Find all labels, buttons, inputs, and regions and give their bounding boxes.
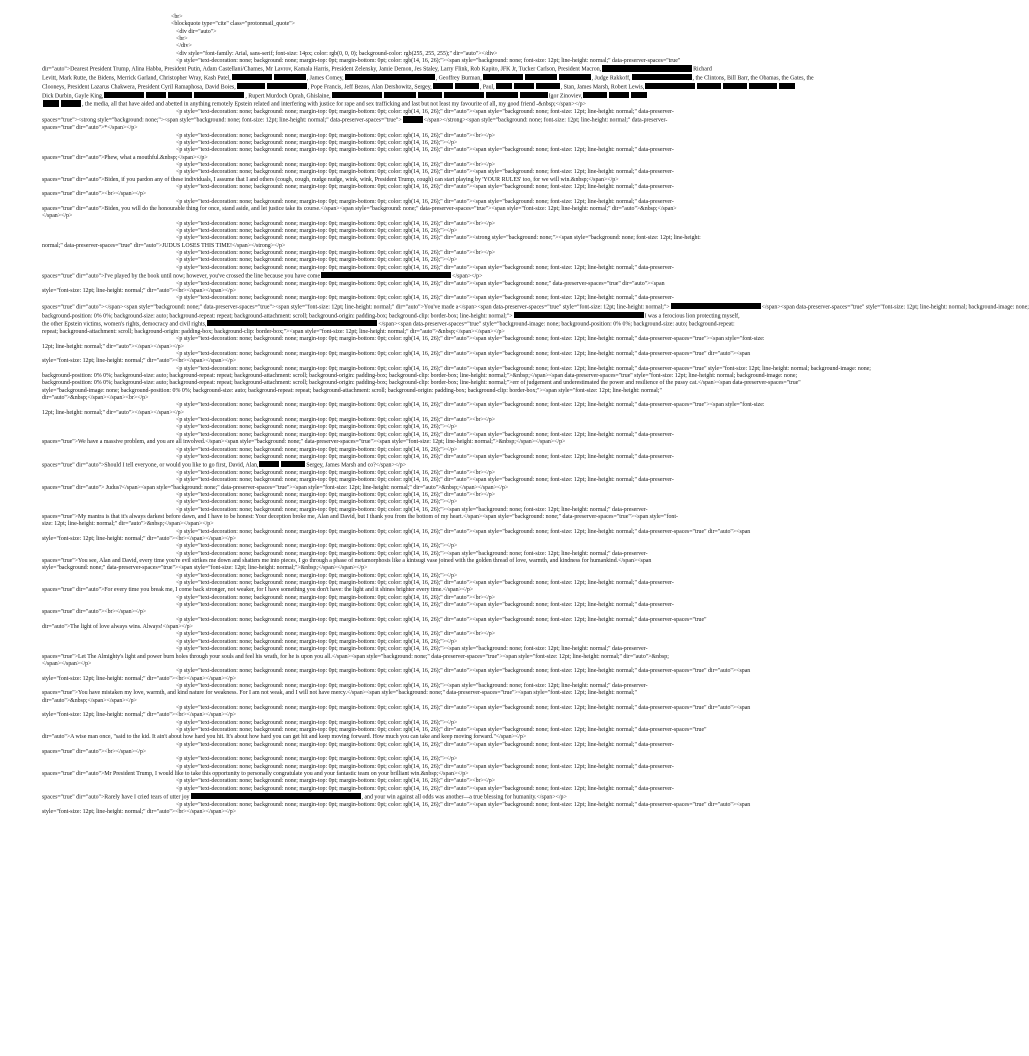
line-text: <p style="text-decoration: none; background: none; margin-top: 0pt; margin-bottom: 0pt; color: rgb(14, 16, 26);" dir="auto"><span style="background: none; font-size: 12pt; line-height: normal;" data-preserver- (176, 431, 674, 438)
document-line (42, 336, 772, 343)
line-text: spaces="true" dir="auto">Rarely have I cried tears of utter joy (42, 794, 190, 801)
line-text: <p style="text-decoration: none; background: none; margin-top: 0pt; margin-bottom: 0pt; color: rgb(14, 16, 26);" dir="auto"><span style="background: none; font-size: 12pt; line-height: normal;" data-preserver- (176, 109, 674, 116)
document-line (42, 595, 772, 602)
redaction-bar (514, 312, 644, 318)
document-line (42, 551, 772, 558)
document-line (42, 543, 772, 550)
redaction-bar (433, 83, 453, 89)
redaction-bar (779, 83, 795, 89)
line-text: background-position: 0% 0%; background-size: auto; background-repeat: repeat; background-attachment: scroll; background-origin: padding-box; background-clip: border-box; line-height: normal;">err of judgement and underestimated the power and resilience of the pussy cat.</span><span data-preserver-spaces="true" (42, 380, 801, 387)
line-text: <p style="text-decoration: none; background: none; margin-top: 0pt; margin-bottom: 0pt; color: rgb(14, 16, 26);" dir="auto"><br></p> (176, 469, 496, 476)
redaction-bar (444, 92, 484, 98)
redaction-bar (267, 83, 307, 89)
document-line (42, 243, 772, 250)
line-text: </span></span></p> (42, 660, 92, 667)
document-line (42, 303, 1029, 312)
document-line (42, 320, 772, 329)
document-line (42, 631, 772, 638)
document-line (42, 587, 772, 594)
redaction-bar (191, 793, 361, 799)
line-text: , Paul, (479, 84, 495, 91)
line-text: <p style="text-decoration: none; background: none; margin-top: 0pt; margin-bottom: 0pt; color: rgb(14, 16, 26);"><span style="background: none; font-size: 12pt; line-height: normal;" data-preserver- (176, 550, 648, 557)
line-text: spaces="true" dir="auto"> Judus?</span><span style="background: none;" data-preserver-spaces="true"><span style="font-size: 12pt; line-height: normal;" dir="auto">&nbsp;</span></span></p> (42, 484, 509, 491)
line-text: normal;" data-preserver-spaces="true" dir="auto">JUDUS LOSES THIS TIME!</span></strong></p> (42, 242, 286, 249)
line-text: <p style="text-decoration: none; background: none; margin-top: 0pt; margin-bottom: 0pt; color: rgb(14, 16, 26);" dir="auto"><span style="background: none; font-size: 12pt; line-height: normal;" data-preserver-spaces="true" dir="auto"><span (176, 351, 751, 358)
line-text: <p style="text-decoration: none; background: none; margin-top: 0pt; margin-bottom: 0pt; color: rgb(14, 16, 26);" dir="auto"><strong style="background: none;"><span style="background: none; font-size: 12pt; line-height: (176, 235, 701, 242)
document-line (42, 424, 772, 431)
line-text: <p style="text-decoration: none; background: none; margin-top: 0pt; margin-bottom: 0pt; color: rgb(14, 16, 26);"><span style="background: none; font-size: 12pt; line-height: normal;" data-preserver- (176, 682, 648, 689)
line-text: <p style="text-decoration: none; background: none; margin-top: 0pt; margin-bottom: 0pt; color: rgb(14, 16, 26);"></p> (176, 543, 458, 550)
line-text: <p style="text-decoration: none; background: none; margin-top: 0pt; margin-bottom: 0pt; color: rgb(14, 16, 26);" dir="auto"><span style="background: none; font-size: 12pt; line-height: normal;" data-preserver- (176, 264, 674, 271)
redaction-bar (274, 74, 306, 80)
document-line (42, 125, 772, 132)
line-text: <p style="text-decoration: none; background: none; margin-top: 0pt; margin-bottom: 0pt; color: rgb(14, 16, 26);" dir="auto"><br></p> (176, 250, 496, 256)
redaction-bar (632, 74, 692, 80)
document-line (42, 51, 772, 58)
line-text: <p style="text-decoration: none; background: none; margin-top: 0pt; margin-bottom: 0pt; color: rgb(14, 16, 26);" dir="auto"><span style="background: none; font-size: 12pt; line-height: normal;" data-preserver-spaces="true" (176, 616, 707, 623)
line-text: dir="auto">The light of love always wins. Always!</span></p> (42, 624, 193, 631)
document-line (42, 507, 772, 514)
line-text: style="background-image: none; background-position: 0% 0%; background-size: auto; background-repeat: repeat; background-attachment: scroll; background-origin: padding-box; background-clip: border-box;"><span style="font-size: 12pt; line-height: normal;" (42, 387, 662, 394)
line-text: <p style="text-decoration: none; background: none; margin-top: 0pt; margin-bottom: 0pt; color: rgb(14, 16, 26);" dir="auto"><span style="background: none; font-size: 12pt; line-height: normal;" data-preserver-spaces="true" dir="auto"><span (176, 668, 751, 675)
document-line (42, 676, 772, 683)
line-text: <p style="text-decoration: none; background: none; margin-top: 0pt; margin-bottom: 0pt; color: rgb(14, 16, 26);" dir="auto"><span style="background: none; font-size: 12pt; line-height: normal;" data-preserver-spaces="true" dir="auto"><span (176, 528, 751, 535)
line-text: spaces="true">We have a massive problem, and you are all involved.</span><span style="background: none;" data-preserver-spaces="true"><span style="font-size: 12pt; line-height: normal;">&nbsp;</span></span></p> (42, 439, 566, 446)
redaction-bar (281, 461, 305, 467)
redaction-bar (483, 74, 523, 80)
document-line (42, 529, 772, 536)
redaction-bar (536, 83, 560, 89)
line-text: <p style="text-decoration: none; background: none; margin-top: 0pt; margin-bottom: 0pt; color: rgb(14, 16, 26);" dir="auto"><br></p> (176, 778, 496, 785)
line-text: spaces="true">Let The Almighty's light and power burn holes through your souls and feel his wrath, for he is upon you all.</span><span style="background: none;" data-preserver-spaces="true"><span style="font-size: 12pt; line-height: normal;" dir="auto">&nbsp; (42, 653, 669, 660)
line-text: <p style="text-decoration: none; background: none; margin-top: 0pt; margin-bottom: 0pt; color: rgb(14, 16, 26);"><span style="background: none; font-size: 12pt; line-height: normal;" data-preserver- (176, 646, 648, 653)
document-line (42, 485, 772, 492)
line-text: , the media, all that have aided and abetted in anything remotely Epstein related and interfering with justice for rape and sex trafficking and last but not least my favourite of all, my good friend -&nbsp;</span></p> (82, 101, 586, 108)
document-line (42, 199, 772, 206)
document-line (42, 609, 772, 616)
line-text: <p style="text-decoration: none; background: none; margin-top: 0pt; margin-bottom: 0pt; color: rgb(14, 16, 26);" dir="auto"><span style="background: none; font-size: 12pt; line-height: normal;" data-preserver- (176, 295, 674, 302)
line-text: spaces="true" dir="auto"></span><span style="background: none;" data-preserver-spaces="true"><span style="font-size: 12pt; line-height: normal;" dir="auto">You've made a</span><span data-preserver-spaces="true" style="font-size: 12pt; line-height: normal;"> (42, 304, 670, 311)
line-text: I was a ferocious lion protecting myself, (644, 312, 740, 319)
line-text: , Judge Rakkoff, (591, 75, 631, 82)
line-text: <p style="text-decoration: none; background: none; margin-top: 0pt; margin-bottom: 0pt; color: rgb(14, 16, 26);" dir="auto"><br></p> (176, 417, 496, 424)
line-text: 12pt; line-height: normal;" dir="auto"></span></span></p> (42, 343, 184, 350)
redaction-bar (609, 92, 629, 98)
document-line (42, 65, 772, 74)
redaction-bar (61, 100, 81, 106)
document-line (42, 720, 772, 727)
line-text: <p style="text-decoration: none; background: none; margin-top: 0pt; margin-bottom: 0pt; color: rgb(14, 16, 26);" dir="auto"><br></p> (176, 631, 496, 638)
line-text: <p style="text-decoration: none; background: none; margin-top: 0pt; margin-bottom: 0pt; color: rgb(14, 16, 26);" dir="auto"><br></p> (176, 220, 496, 227)
document-line (42, 177, 772, 184)
line-text: </span></p> (452, 273, 483, 280)
line-text: spaces="true" dir="auto">I've played by the book until now; however, you've crossed the line because you have come (42, 273, 321, 280)
line-text: , Rupert Murdoch Oprah, Ghislaine, (245, 93, 331, 99)
redaction-bar (749, 83, 777, 89)
line-text: style="font-size: 12pt; line-height: normal;" dir="auto"><br></span></span></p> (42, 712, 237, 719)
line-text: style="font-size: 12pt; line-height: normal;" dir="auto"><br></span></span></p> (42, 288, 237, 295)
line-text: <p style="text-decoration: none; background: none; margin-top: 0pt; margin-bottom: 0pt; color: rgb(14, 16, 26);"></p> (176, 139, 458, 146)
line-text: <br> (176, 36, 188, 43)
line-text: <p style="text-decoration: none; background: none; margin-top: 0pt; margin-bottom: 0pt; color: rgb(14, 16, 26);" dir="auto"><span style="background: none;" data-preserver-spaces="true" dir="auto"><span (176, 280, 665, 287)
document-line (42, 668, 772, 675)
document-line (42, 698, 772, 705)
line-text: <p style="text-decoration: none; background: none; margin-top: 0pt; margin-bottom: 0pt; color: rgb(14, 16, 26);" dir="auto"><span style="background: none; font-size: 12pt; line-height: normal;" data-preserver-spaces="true" style="font-size: 12pt; line-height: normal; background-image: none; (176, 365, 871, 372)
document-line (42, 312, 772, 321)
redaction-bar (671, 303, 761, 309)
document-line (42, 654, 772, 661)
document-line (42, 514, 772, 521)
document-line (42, 690, 772, 697)
line-text: <p style="text-decoration: none; background: none; margin-top: 0pt; margin-bottom: 0pt; color: rgb(14, 16, 26);" dir="auto"><span style="background: none; font-size: 12pt; line-height: normal;" data-preserver- (176, 785, 674, 792)
document-line (42, 21, 772, 28)
document-line (42, 213, 772, 220)
document-line (42, 221, 772, 228)
line-text: <p style="text-decoration: none; background: none; margin-top: 0pt; margin-bottom: 0pt; color: rgb(14, 16, 26);" dir="auto"><br></p> (176, 132, 496, 139)
redaction-bar (520, 92, 548, 98)
document-line (42, 344, 772, 351)
line-text: <p style="text-decoration: none; background: none; margin-top: 0pt; margin-bottom: 0pt; color: rgb(14, 16, 26);" dir="auto"><span style="background: none; font-size: 12pt; line-height: normal;" data-preserver- (176, 741, 674, 748)
line-text: <p style="text-decoration: none; background: none; margin-top: 0pt; margin-bottom: 0pt; color: rgb(14, 16, 26);" dir="auto"><br></p> (176, 594, 496, 601)
line-text: <p style="text-decoration: none; background: none; margin-top: 0pt; margin-bottom: 0pt; color: rgb(14, 16, 26);" dir="auto"><span style="background: none; font-size: 12pt; line-height: normal;" data-preserver- (176, 453, 674, 460)
line-text: <p style="text-decoration: none; background: none; margin-top: 0pt; margin-bottom: 0pt; color: rgb(14, 16, 26);" dir="auto"><span style="background: none; font-size: 12pt; line-height: normal;" data-preserver- (176, 169, 674, 176)
redaction-bar (146, 92, 166, 98)
line-text: <p style="text-decoration: none; background: none; margin-top: 0pt; margin-bottom: 0pt; color: rgb(14, 16, 26);" dir="auto"><span style="background: none; font-size: 12pt; line-height: normal;" data-preserver-spaces="true" dir="auto"><span (176, 704, 751, 711)
document-line (42, 116, 772, 125)
line-text: , James Comey, (306, 75, 344, 82)
line-text: <p style="text-decoration: none; background: none; margin-top: 0pt; margin-bottom: 0pt; color: rgb(14, 16, 26);" dir="auto"><span style="background: none; font-size: 12pt; line-height: normal;" data-preserver- (176, 602, 674, 609)
line-text: </div> (176, 43, 192, 50)
line-text: <p style="text-decoration: none; background: none; margin-top: 0pt; margin-bottom: 0pt; color: rgb(14, 16, 26);" dir="auto"><span style="background: none; font-size: 12pt; line-height: normal;" data-preserver-spaces="true" dir="auto"><span (176, 801, 751, 808)
line-text: <p style="text-decoration: none; background: none; margin-top: 0pt; margin-bottom: 0pt; color: rgb(14, 16, 26);" dir="auto"><br></p> (176, 491, 496, 498)
document-line (42, 169, 772, 176)
line-text: , Pope Francis, Jeff Bezos, Alan Dershowitz, Sergey, (307, 84, 432, 91)
redaction-bar (207, 320, 377, 326)
line-text: 12pt; line-height: normal;" dir="auto"></span></span></p> (42, 409, 184, 416)
document-line (42, 439, 772, 446)
line-text: spaces="true">You have mistaken my love, warmth, and kind nature for weakness. For I am not weak, and I will not have mercy.</span><span style="background: none;" data-preserver-spaces="true"><span style="font-size: 12pt; line-height: normal;" (42, 690, 637, 697)
line-text: <p style="text-decoration: none; background: none; margin-top: 0pt; margin-bottom: 0pt; color: rgb(14, 16, 26);"><span style="background: none; font-size: 12pt; line-height: normal;" data-preserver-spaces="true" (176, 58, 681, 65)
document-line (42, 36, 772, 43)
document-line (42, 147, 772, 154)
line-text: <p style="text-decoration: none; background: none; margin-top: 0pt; margin-bottom: 0pt; color: rgb(14, 16, 26);"></p> (176, 719, 458, 726)
redaction-bar (237, 83, 265, 89)
line-text: style="font-size: 12pt; line-height: normal;" dir="auto"><br></span></span></p> (42, 675, 237, 682)
document-line (42, 281, 772, 288)
document-line (42, 74, 814, 83)
line-text: <p style="text-decoration: none; background: none; margin-top: 0pt; margin-bottom: 0pt; color: rgb(14, 16, 26);"></p> (176, 638, 458, 645)
redaction-bar (194, 92, 244, 98)
redaction-bar (168, 92, 192, 98)
document-line (42, 83, 772, 92)
line-text: spaces="true" dir="auto">Should I tell everyone, or would you like to go first, David, Alan, (42, 462, 259, 469)
line-text: repeat; background-attachment: scroll; background-origin: padding-box; background-clip: border-box;"><span style="font-size: 12pt; line-height: normal;" dir="auto">&nbsp;</span></span></p> (42, 329, 505, 335)
document-line (42, 29, 772, 36)
document-line (42, 778, 772, 785)
line-text: style="font-size: 12pt; line-height: normal;" dir="auto"><br></span></span></p> (42, 358, 237, 365)
line-text: </span></strong><span style="background: none; font-size: 12pt; line-height: normal;" data-preserver- (423, 117, 668, 124)
document-line (42, 786, 772, 793)
line-text: <p style="text-decoration: none; background: none; margin-top: 0pt; margin-bottom: 0pt; color: rgb(14, 16, 26);"></p> (176, 227, 458, 234)
redaction-bar (345, 74, 435, 80)
document-line (42, 454, 772, 461)
line-text: <p style="text-decoration: none; background: none; margin-top: 0pt; margin-bottom: 0pt; color: rgb(14, 16, 26);" dir="auto"><span style="background: none; font-size: 12pt; line-height: normal;" data-preserver- (176, 147, 674, 154)
line-text: <p style="text-decoration: none; background: none; margin-top: 0pt; margin-bottom: 0pt; color: rgb(14, 16, 26);" dir="auto"><span style="background: none; font-size: 12pt; line-height: normal;" data-preserver- (176, 477, 674, 484)
document-line (42, 380, 801, 387)
line-text: </span><span data-preserver-spaces="true" style="font-size: 12pt; line-height: normal; background-image: none; (761, 304, 1029, 311)
line-text: <p style="text-decoration: none; background: none; margin-top: 0pt; margin-bottom: 0pt; color: rgb(14, 16, 26);"></p> (176, 572, 458, 579)
document-line (42, 155, 772, 162)
document-line (42, 265, 772, 272)
line-text: background-position: 0% 0%; background-size: auto; background-repeat: repeat; background-attachment: scroll; background-origin: padding-box; background-clip: border-box; line-height: normal;"> (42, 312, 513, 319)
line-text: background-position: 0% 0%; background-size: auto; background-repeat: repeat; background-attachment: scroll; background-origin: padding-box; background-clip: border-box; line-height: normal;">&nbsp;</span><span data-preserver-spaces="true" style="font-size: 12pt; line-height: normal; background-image: none; (42, 373, 798, 380)
redaction-bar (559, 74, 591, 80)
line-text: style="background: none;" data-preserver-spaces="true"><span style="font-size: 12pt; line-height: normal;">&nbsp;</span></span></p> (42, 565, 368, 572)
document-line (42, 742, 772, 749)
redaction-bar (104, 92, 144, 98)
line-text: dir="auto">Dearest President Trump, Alina Habba, President Putin, Adam Castellani/Chames, Mr Lavrov, Kamala Harris, President Zelensky, Jamie Demon, Jes Staley, Larry Flink, Rob Kapito, JFK Jr, Tucker Carlson, President Macron, (42, 66, 602, 73)
redaction-bar (631, 92, 647, 98)
redaction-bar (645, 83, 695, 89)
document-line (42, 184, 772, 191)
line-text: , Stan, James Marsh, Robert Lewis, (560, 84, 645, 91)
line-text: <p style="text-decoration: none; background: none; margin-top: 0pt; margin-bottom: 0pt; color: rgb(14, 16, 26);" dir="auto"><span style="background: none; font-size: 12pt; line-height: normal;" data-preserver-spaces="true"><span style="font-size: (176, 402, 765, 409)
line-text: <p style="text-decoration: none; background: none; margin-top: 0pt; margin-bottom: 0pt; color: rgb(14, 16, 26);"></p> (176, 499, 458, 506)
line-text: style="font-size: 12pt; line-height: normal;" dir="auto"><br></span></span></p> (42, 536, 237, 543)
line-text: Levitt, Mark Rutte, the Bidens, Merrick Garland, Christopher Wray, Kash Patel, (42, 75, 231, 82)
line-text: </span><span data-preserver-spaces="true" style="background-image: none; background-position: 0% 0%; background-size: auto; background-repeat: (378, 321, 735, 328)
line-text: spaces="true" dir="auto">*</span></p> (42, 125, 138, 132)
redaction-bar (403, 116, 423, 122)
document-line (42, 206, 772, 213)
line-text: spaces="true" dir="auto">For every time you break me, I come back stronger, not weaker, for I have something you don't have: the light and it shines brighter every time.</span></p> (42, 587, 474, 594)
document-line (42, 734, 772, 741)
document-line (42, 602, 772, 609)
document-line (42, 43, 772, 50)
line-text: spaces="true" dir="auto">Biden, if you pardon any of these individuals, I assume that I and others (cough, cough, nudge nudge, wink, wink, President Trump, cough) can start playing by 'YOUR RULES' too, for we will win.&nbsp;</span></p> (42, 176, 619, 183)
redaction-bar (43, 100, 59, 106)
redaction-bar (259, 461, 279, 467)
document-line (42, 58, 772, 65)
line-text: spaces="true" dir="auto"><br></span></p> (42, 609, 147, 616)
document-line (42, 447, 772, 454)
document-line (42, 272, 772, 281)
line-text: Dick Durbin, Gayle King, (42, 93, 104, 99)
redaction-bar (486, 92, 518, 98)
document-line (42, 756, 772, 763)
redaction-bar (514, 83, 534, 89)
redaction-bar (583, 92, 607, 98)
document-line (42, 92, 772, 101)
document-line (42, 257, 772, 264)
redaction-bar (418, 92, 442, 98)
redaction-bar (602, 65, 692, 71)
line-text: <p style="text-decoration: none; background: none; margin-top: 0pt; margin-bottom: 0pt; color: rgb(14, 16, 26);" dir="auto"><span style="background: none; font-size: 12pt; line-height: normal;" data-preserver- (176, 763, 674, 770)
line-text: the other Epstein victims, women's rights, democracy and civil rights, (42, 321, 207, 328)
line-text: <p style="text-decoration: none; background: none; margin-top: 0pt; margin-bottom: 0pt; color: rgb(14, 16, 26);" dir="auto"><span style="background: none; font-size: 12pt; line-height: normal;" data-preserver-spaces="true"><span style="font-size: (176, 336, 765, 343)
line-text: <p style="text-decoration: none; background: none; margin-top: 0pt; margin-bottom: 0pt; color: rgb(14, 16, 26);" dir="auto"><br></p> (176, 161, 496, 168)
redaction-bar (384, 92, 416, 98)
document-line (42, 100, 772, 109)
line-text: dir="auto">A wise man once, "said to the kid. It ain't about how hard you hit. It's about how hard you can get hit and keep moving forward. How much you can take and keep moving forward."</span></p> (42, 734, 527, 741)
document-line (42, 358, 772, 365)
redaction-bar (332, 92, 382, 98)
document-line (42, 477, 772, 484)
document-line (42, 402, 772, 409)
document-line (42, 133, 772, 140)
document-line (42, 235, 772, 242)
document-line (42, 109, 772, 116)
line-text: <div dir="auto"> (176, 28, 217, 35)
line-text: <p style="text-decoration: none; background: none; margin-top: 0pt; margin-bottom: 0pt; color: rgb(14, 16, 26);"></p> (176, 424, 458, 431)
document-line (42, 809, 772, 816)
document-line (42, 14, 772, 21)
document-line (42, 388, 772, 395)
document-line (42, 521, 772, 528)
document-line (42, 295, 772, 302)
line-text: spaces="true"><strong style="background: none;"><span style="background: none; font-size: 12pt; line-height: normal;" data-preserver-spaces="true"> (42, 117, 402, 124)
line-text: spaces="true" dir="auto">Biden, you will do the honourable thing for once, stand aside, and let justice take its course.</span><span style="background: none;" data-preserver-spaces="true"><span style="font-size: 12pt; line-height: normal;" dir="auto">&nbsp;</span> (42, 205, 677, 212)
line-text: , Geoffrey Burman, (435, 75, 482, 82)
line-text: <div style="font-family: Arial, sans-serif; font-size: 14px; color: rgb(0, 0, 0); background-color: rgb(255, 255, 255);" dir="auto"></div> (176, 50, 498, 57)
line-text: spaces="true" dir="auto"><br></span></p> (42, 191, 147, 198)
document-line (42, 191, 772, 198)
line-text: <p style="text-decoration: none; background: none; margin-top: 0pt; margin-bottom: 0pt; color: rgb(14, 16, 26);" dir="auto"><span style="background: none; font-size: 12pt; line-height: normal;" data-preserver- (176, 580, 674, 587)
line-text: spaces="true">My mantra is that it's always darkest before dawn, and I have to be honest: Your deception broke me, Alan and David, but I thank you from the bottom of my heart.</span><span style="background: none;" data-preserver-spaces="true"><span style="font- (42, 513, 678, 520)
document-line (42, 461, 772, 470)
line-text: <br> (171, 14, 183, 20)
redaction-bar (232, 74, 272, 80)
line-text: <p style="text-decoration: none; background: none; margin-top: 0pt; margin-bottom: 0pt; color: rgb(14, 16, 26);" dir="auto"><span style="background: none; font-size: 12pt; line-height: normal;" data-preserver- (176, 183, 674, 190)
line-text: Clooneys, President Lazarus Chakwera, President Cyril Ramaphosa, David Boies, (42, 84, 236, 91)
document-line (42, 565, 772, 572)
line-text: spaces="true" dir="auto">Mr President Trump, I would like to take this opportunity to personally congratulate you and your fantastic team on your brilliant win.&nbsp;</span></p> (42, 771, 469, 778)
line-text: Igor Zinoviev, (548, 93, 583, 99)
redaction-bar (723, 83, 747, 89)
line-text: <p style="text-decoration: none; background: none; margin-top: 0pt; margin-bottom: 0pt; color: rgb(14, 16, 26);"></p> (176, 756, 458, 763)
redaction-bar (321, 272, 451, 278)
line-text: <p style="text-decoration: none; background: none; margin-top: 0pt; margin-bottom: 0pt; color: rgb(14, 16, 26);"></p> (176, 446, 458, 453)
line-text: style="font-size: 12pt; line-height: normal;" dir="auto"><br></span></span></p> (42, 809, 237, 816)
line-text: <p style="text-decoration: none; background: none; margin-top: 0pt; margin-bottom: 0pt; color: rgb(14, 16, 26);"><span style="background: none; font-size: 12pt; line-height: normal;" data-preserver- (176, 506, 648, 513)
line-text: , the Clintons, Bill Barr, the Obamas, the Gates, the (692, 75, 814, 82)
document-line (42, 499, 772, 506)
line-text: <blockquote type="cite" class="protonmail_quote"> (171, 21, 296, 28)
redaction-bar (697, 83, 721, 89)
line-text: size: 12pt; line-height: normal;" dir="auto">&nbsp;</span></span></p> (42, 521, 214, 528)
document-line (42, 573, 772, 580)
line-text: dir="auto">&nbsp;</span></span><br></p> (42, 395, 149, 402)
line-text: spaces="true" dir="auto">Phew, what a mouthful.&nbsp;</span></p> (42, 154, 208, 161)
document-line (42, 764, 772, 771)
redaction-bar (455, 83, 479, 89)
line-text: <p style="text-decoration: none; background: none; margin-top: 0pt; margin-bottom: 0pt; color: rgb(14, 16, 26);"></p> (176, 257, 458, 264)
line-text: Richard (693, 66, 712, 73)
line-text: , and your win against all odds was another—a true blessing for humanity.</span></p> (361, 794, 567, 801)
line-text: <p style="text-decoration: none; background: none; margin-top: 0pt; margin-bottom: 0pt; color: rgb(14, 16, 26);" dir="auto"><span style="background: none; font-size: 12pt; line-height: normal;" data-preserver-spaces="true" (176, 726, 707, 733)
document-line (42, 646, 772, 653)
document-line (42, 712, 772, 719)
line-text: <p style="text-decoration: none; background: none; margin-top: 0pt; margin-bottom: 0pt; color: rgb(14, 16, 26);" dir="auto"><span style="background: none; font-size: 12pt; line-height: normal;" data-preserver- (176, 198, 674, 205)
redaction-bar (496, 83, 512, 89)
line-text: spaces="true">You see, Alan and David, every time you're evil strikes me down and shatters me into pieces, I go through a phase of metamorphosis like a kintsugi vase joined with the golden thread of love, warmth, and kindness for humankind.</span><span (42, 558, 652, 565)
redaction-bar (525, 74, 557, 80)
document-line (42, 793, 772, 802)
line-text: </span></p> (42, 213, 73, 220)
document-line (42, 365, 871, 373)
line-text: Sergey, James Marsh and co?</span></p> (306, 462, 407, 469)
line-text: spaces="true" dir="auto"><br></span></p> (42, 748, 147, 755)
line-text: dir="auto">&nbsp;</span></span></p> (42, 697, 137, 704)
